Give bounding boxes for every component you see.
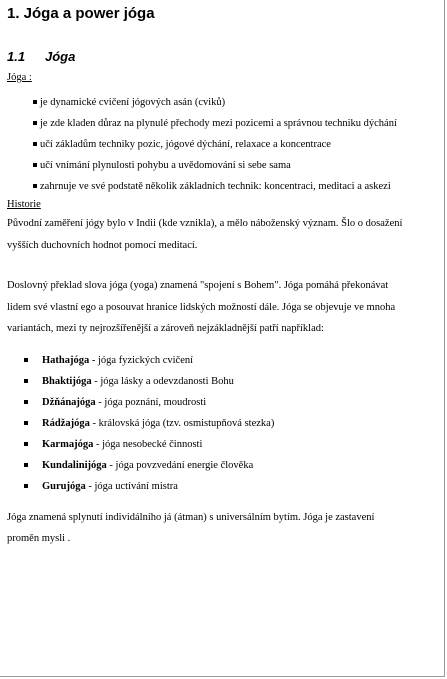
history-paragraph: Původní zaměření jógy bylo v Indii (kde vznikla), a mělo náboženský význam. Šlo o dosažení vyšších duchovních hodnot pomocí meditací. [7, 218, 403, 251]
bullet-icon [33, 184, 37, 188]
list-item: Bhaktijóga - jóga lásky a odevzdanosti Bohu [7, 371, 443, 392]
list-item: je zde kladen důraz na plynulé přechody mezi pozicemi a správnou techniku dýchání [7, 113, 443, 134]
heading-1: 1. Jóga a power jóga [7, 5, 155, 22]
heading-2-number: 1.1 [7, 49, 26, 64]
document-body [7, 70, 443, 550]
bullet-icon [24, 484, 28, 488]
closing-paragraph: Jóga znamená splynutí individálního já (átman) s universálním bytím. Jóga je zastavení proměn mysli . [7, 511, 375, 544]
list-item: je dynamické cvičení jógových asán (cviků) [7, 92, 443, 113]
yoga-label: Jóga : [7, 72, 32, 83]
yoga-types-list [7, 350, 443, 497]
list-item: učí vnímání plynulosti pohybu a uvědomování si sebe sama [7, 155, 443, 176]
list-item: učí základům techniky pozic, jógové dýchání, relaxace a koncentrace [7, 134, 443, 155]
list-item: Gurujóga - jóga uctívání mistra [7, 476, 443, 497]
heading-2-title: Jóga [45, 49, 76, 64]
bullet-icon [33, 121, 37, 125]
heading-2 [7, 49, 75, 64]
list-item: Hathajóga - jóga fyzických cvičení [7, 350, 443, 371]
bullet-icon [24, 463, 28, 467]
bullet-icon [24, 400, 28, 404]
list-item: zahrnuje ve své podstatě několik základních technik: koncentraci, meditaci a askezi [7, 176, 443, 197]
history-label: Historie [7, 199, 41, 210]
list-item: Džňánajóga - jóga poznání, moudrosti [7, 392, 443, 413]
list-item: Karmajóga - jóga nesobecké činnosti [7, 434, 443, 455]
list-item: Rádžajóga - královská jóga (tzv. osmistupňová stezka) [7, 413, 443, 434]
bullet-icon [24, 358, 28, 362]
bullet-icon [33, 100, 37, 104]
list-item: Kundalinijóga - jóga povzvedání energie člověka [7, 455, 443, 476]
bullet-icon [24, 442, 28, 446]
bullet-icon [33, 142, 37, 146]
bullet-icon [24, 421, 28, 425]
yoga-bullet-list [7, 92, 443, 197]
bullet-icon [33, 163, 37, 167]
bullet-icon [24, 379, 28, 383]
translation-paragraph: Doslovný překlad slova jóga (yoga) znamená "spojení s Bohem". Jóga pomáhá překonávat lidem své vlastní ego a posouvat hranice lidských možností dále. Jóga se objevuje ve mnoha variantách, mezi ty nejrozšířenější a zároveň nejzákladnější patří například: [7, 280, 396, 334]
